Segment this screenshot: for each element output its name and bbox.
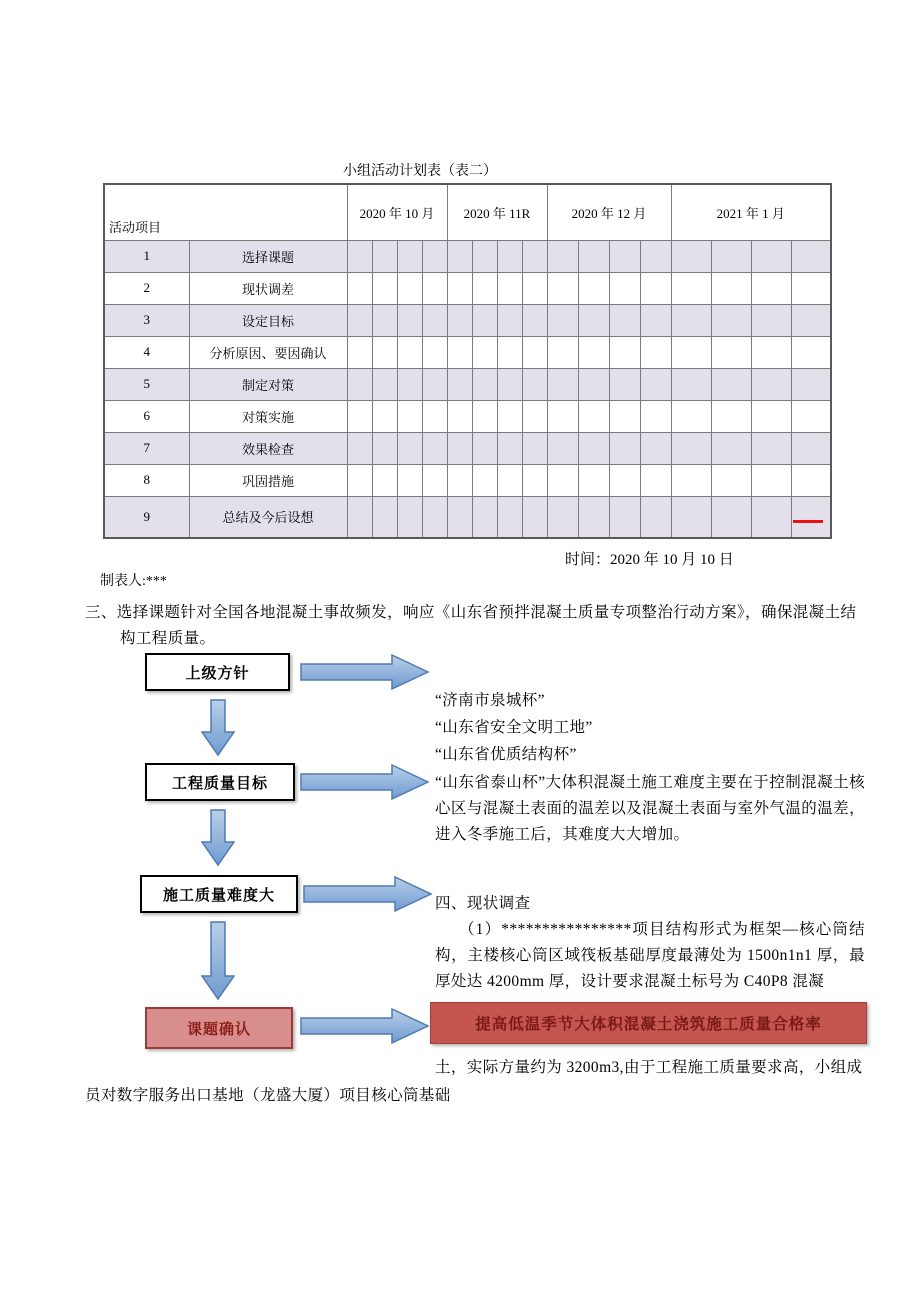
schedule-cell — [791, 400, 831, 432]
schedule-cell — [711, 368, 751, 400]
schedule-cell — [640, 272, 671, 304]
table-row — [104, 432, 831, 464]
schedule-cell — [347, 464, 372, 496]
schedule-cell — [397, 496, 422, 538]
flow-box-difficulty: 施工质量难度大 — [140, 875, 298, 913]
schedule-cell — [609, 368, 640, 400]
award-list — [435, 687, 593, 768]
section-four-title: 四、现状调查 — [435, 895, 531, 912]
schedule-cell — [671, 464, 711, 496]
schedule-cell — [522, 336, 547, 368]
row-number: 4 — [104, 336, 189, 368]
schedule-cell — [347, 272, 372, 304]
schedule-cell — [497, 240, 522, 272]
schedule-cell — [522, 432, 547, 464]
schedule-cell — [671, 272, 711, 304]
schedule-cell — [711, 336, 751, 368]
schedule-cell — [397, 336, 422, 368]
schedule-cell — [447, 496, 472, 538]
time-caption: 时间：2020 年 10 月 10 日 — [565, 552, 734, 568]
schedule-cell — [547, 496, 578, 538]
schedule-cell — [640, 368, 671, 400]
schedule-cell — [751, 336, 791, 368]
schedule-cell — [671, 304, 711, 336]
award-item: “济南市泉城杯” — [435, 692, 545, 709]
row-activity: 效果检查 — [189, 432, 347, 464]
schedule-cell — [497, 432, 522, 464]
schedule-cell — [547, 240, 578, 272]
schedule-cell — [447, 272, 472, 304]
month-header-dec: 2020 年 12 月 — [547, 184, 671, 240]
tail-paragraph-line2: 员对数字服务出口基地（龙盛大厦）项目核心筒基础 — [85, 1087, 451, 1104]
schedule-cell — [372, 272, 397, 304]
schedule-cell — [372, 240, 397, 272]
schedule-cell — [671, 496, 711, 538]
row-activity: 分析原因、要因确认 — [189, 336, 347, 368]
schedule-cell — [422, 304, 447, 336]
schedule-cell — [547, 432, 578, 464]
row-activity: 对策实施 — [189, 400, 347, 432]
taishan-paragraph: “山东省泰山杯”大体积混凝土施工难度主要在于控制混凝土核心区与混凝土表面的温差以及混凝土表面与室外气温的温差，进入冬季施工后，其难度大大增加。 — [435, 774, 865, 843]
schedule-cell — [711, 432, 751, 464]
schedule-cell — [711, 464, 751, 496]
schedule-cell — [422, 496, 447, 538]
schedule-cell — [711, 240, 751, 272]
schedule-cell — [751, 464, 791, 496]
section-three-line1: 三、选择课题针对全国各地混凝土事故频发，响应《山东省预拌混凝土质量专项整治行动方案》，确保混凝土结 — [85, 604, 857, 621]
month-header-nov: 2020 年 11R — [447, 184, 547, 240]
schedule-cell — [372, 368, 397, 400]
row-activity: 总结及今后设想 — [189, 496, 347, 538]
schedule-cell — [522, 496, 547, 538]
schedule-cell — [422, 368, 447, 400]
schedule-cell — [447, 432, 472, 464]
schedule-cell — [547, 336, 578, 368]
schedule-cell — [372, 400, 397, 432]
schedule-cell — [372, 432, 397, 464]
row-number: 5 — [104, 368, 189, 400]
schedule-cell — [671, 336, 711, 368]
creator-label: 制表人:*** — [100, 574, 167, 589]
schedule-cell — [547, 304, 578, 336]
schedule-cell — [791, 304, 831, 336]
schedule-cell — [497, 400, 522, 432]
schedule-cell — [522, 304, 547, 336]
tail-paragraph-line1: 土，实际方量约为 3200m3,由于工程施工质量要求高，小组成 — [435, 1059, 863, 1076]
schedule-cell — [347, 240, 372, 272]
schedule-cell — [397, 368, 422, 400]
schedule-cell — [372, 496, 397, 538]
award-item: “山东省优质结构杯” — [435, 746, 577, 763]
schedule-cell — [347, 336, 372, 368]
right-arrow-icon — [303, 875, 433, 913]
schedule-cell — [751, 368, 791, 400]
quality-goal-banner: 提高低温季节大体积混凝土浇筑施工质量合格率 — [430, 1002, 867, 1044]
row-number: 6 — [104, 400, 189, 432]
table-row — [104, 304, 831, 336]
row-number: 3 — [104, 304, 189, 336]
schedule-cell — [609, 336, 640, 368]
down-arrow-icon — [201, 921, 235, 1001]
red-annotation-mark — [793, 520, 823, 523]
table-row — [104, 336, 831, 368]
row-number: 2 — [104, 272, 189, 304]
schedule-cell — [422, 432, 447, 464]
schedule-cell — [791, 464, 831, 496]
schedule-cell — [547, 368, 578, 400]
table-header-row — [104, 184, 831, 240]
schedule-cell — [372, 336, 397, 368]
schedule-cell — [447, 368, 472, 400]
schedule-cell — [578, 336, 609, 368]
schedule-cell — [472, 304, 497, 336]
schedule-cell — [671, 368, 711, 400]
schedule-cell — [711, 496, 751, 538]
row-activity: 巩固措施 — [189, 464, 347, 496]
schedule-cell — [497, 336, 522, 368]
schedule-cell — [522, 400, 547, 432]
schedule-cell — [397, 272, 422, 304]
flow-box-superior-policy: 上级方针 — [145, 653, 290, 691]
schedule-cell — [578, 464, 609, 496]
schedule-cell — [671, 432, 711, 464]
schedule-cell — [547, 400, 578, 432]
schedule-cell — [472, 496, 497, 538]
schedule-cell — [671, 240, 711, 272]
row-number: 8 — [104, 464, 189, 496]
schedule-cell — [472, 464, 497, 496]
schedule-cell — [640, 432, 671, 464]
schedule-cell — [791, 496, 831, 538]
schedule-cell — [422, 464, 447, 496]
table-row — [104, 240, 831, 272]
schedule-cell — [751, 272, 791, 304]
month-header-jan: 2021 年 1 月 — [671, 184, 831, 240]
month-header-oct: 2020 年 10 月 — [347, 184, 447, 240]
right-arrow-icon — [300, 1007, 430, 1045]
schedule-cell — [472, 240, 497, 272]
schedule-cell — [347, 368, 372, 400]
schedule-cell — [640, 496, 671, 538]
schedule-cell — [472, 400, 497, 432]
schedule-cell — [472, 368, 497, 400]
schedule-cell — [547, 272, 578, 304]
schedule-cell — [472, 272, 497, 304]
schedule-cell — [711, 304, 751, 336]
schedule-cell — [472, 432, 497, 464]
schedule-cell — [447, 336, 472, 368]
schedule-cell — [751, 240, 791, 272]
flow-box-topic-confirm: 课题确认 — [145, 1007, 293, 1049]
schedule-cell — [397, 240, 422, 272]
row-activity: 设定目标 — [189, 304, 347, 336]
flowchart — [0, 645, 920, 1125]
schedule-cell — [791, 368, 831, 400]
schedule-cell — [640, 336, 671, 368]
schedule-cell — [791, 240, 831, 272]
schedule-cell — [711, 400, 751, 432]
schedule-cell — [497, 272, 522, 304]
row-activity: 选择课题 — [189, 240, 347, 272]
plan-table-body — [104, 240, 831, 538]
schedule-cell — [522, 464, 547, 496]
schedule-cell — [640, 240, 671, 272]
table-row — [104, 368, 831, 400]
schedule-cell — [751, 496, 791, 538]
schedule-cell — [578, 400, 609, 432]
schedule-cell — [372, 304, 397, 336]
schedule-cell — [497, 464, 522, 496]
schedule-cell — [372, 464, 397, 496]
schedule-cell — [447, 304, 472, 336]
schedule-cell — [522, 272, 547, 304]
schedule-cell — [347, 432, 372, 464]
flow-box-quality-goal: 工程质量目标 — [145, 763, 295, 801]
schedule-cell — [472, 336, 497, 368]
schedule-cell — [791, 432, 831, 464]
schedule-cell — [422, 400, 447, 432]
row-number: 9 — [104, 496, 189, 538]
schedule-cell — [447, 400, 472, 432]
schedule-cell — [422, 240, 447, 272]
schedule-cell — [791, 272, 831, 304]
schedule-cell — [711, 272, 751, 304]
schedule-cell — [522, 368, 547, 400]
schedule-cell — [640, 464, 671, 496]
schedule-cell — [578, 272, 609, 304]
schedule-cell — [609, 304, 640, 336]
schedule-cell — [791, 336, 831, 368]
table-row — [104, 464, 831, 496]
row-number: 1 — [104, 240, 189, 272]
table-row — [104, 400, 831, 432]
schedule-cell — [347, 400, 372, 432]
schedule-cell — [751, 400, 791, 432]
schedule-cell — [671, 400, 711, 432]
schedule-cell — [609, 464, 640, 496]
schedule-cell — [497, 304, 522, 336]
row-activity: 制定对策 — [189, 368, 347, 400]
right-arrow-icon — [300, 653, 430, 691]
schedule-cell — [447, 464, 472, 496]
survey-paragraph: （1）****************项目结构形式为框架—核心筒结构，主楼核心筒区域筏板基础厚度最薄处为 1500n1n1 厚，最厚处达 4200mm 厚，设计要求混凝土标号为 C40P8 混凝 — [435, 921, 865, 990]
schedule-cell — [397, 400, 422, 432]
schedule-cell — [347, 496, 372, 538]
table-row — [104, 496, 831, 538]
activity-header-cell: 活动项目 — [104, 184, 347, 240]
schedule-cell — [522, 240, 547, 272]
schedule-cell — [578, 304, 609, 336]
row-number: 7 — [104, 432, 189, 464]
activity-plan-table — [103, 183, 832, 539]
award-item: “山东省安全文明工地” — [435, 719, 593, 736]
schedule-cell — [609, 240, 640, 272]
schedule-cell — [497, 368, 522, 400]
schedule-cell — [397, 304, 422, 336]
schedule-cell — [578, 496, 609, 538]
row-activity: 现状调差 — [189, 272, 347, 304]
schedule-cell — [397, 464, 422, 496]
schedule-cell — [422, 336, 447, 368]
schedule-cell — [447, 240, 472, 272]
schedule-cell — [578, 368, 609, 400]
schedule-cell — [609, 272, 640, 304]
schedule-cell — [578, 240, 609, 272]
table-title: 小组活动计划表（表二） — [343, 164, 497, 179]
schedule-cell — [347, 304, 372, 336]
schedule-cell — [609, 496, 640, 538]
schedule-cell — [547, 464, 578, 496]
section-three-line2: 构工程质量。 — [120, 630, 216, 647]
table-row — [104, 272, 831, 304]
schedule-cell — [751, 304, 791, 336]
schedule-cell — [397, 432, 422, 464]
down-arrow-icon — [201, 699, 235, 757]
down-arrow-icon — [201, 809, 235, 867]
schedule-cell — [751, 432, 791, 464]
right-arrow-icon — [300, 763, 430, 801]
schedule-cell — [640, 400, 671, 432]
schedule-cell — [422, 272, 447, 304]
schedule-cell — [578, 432, 609, 464]
schedule-cell — [609, 432, 640, 464]
schedule-cell — [640, 304, 671, 336]
schedule-cell — [497, 496, 522, 538]
schedule-cell — [609, 400, 640, 432]
